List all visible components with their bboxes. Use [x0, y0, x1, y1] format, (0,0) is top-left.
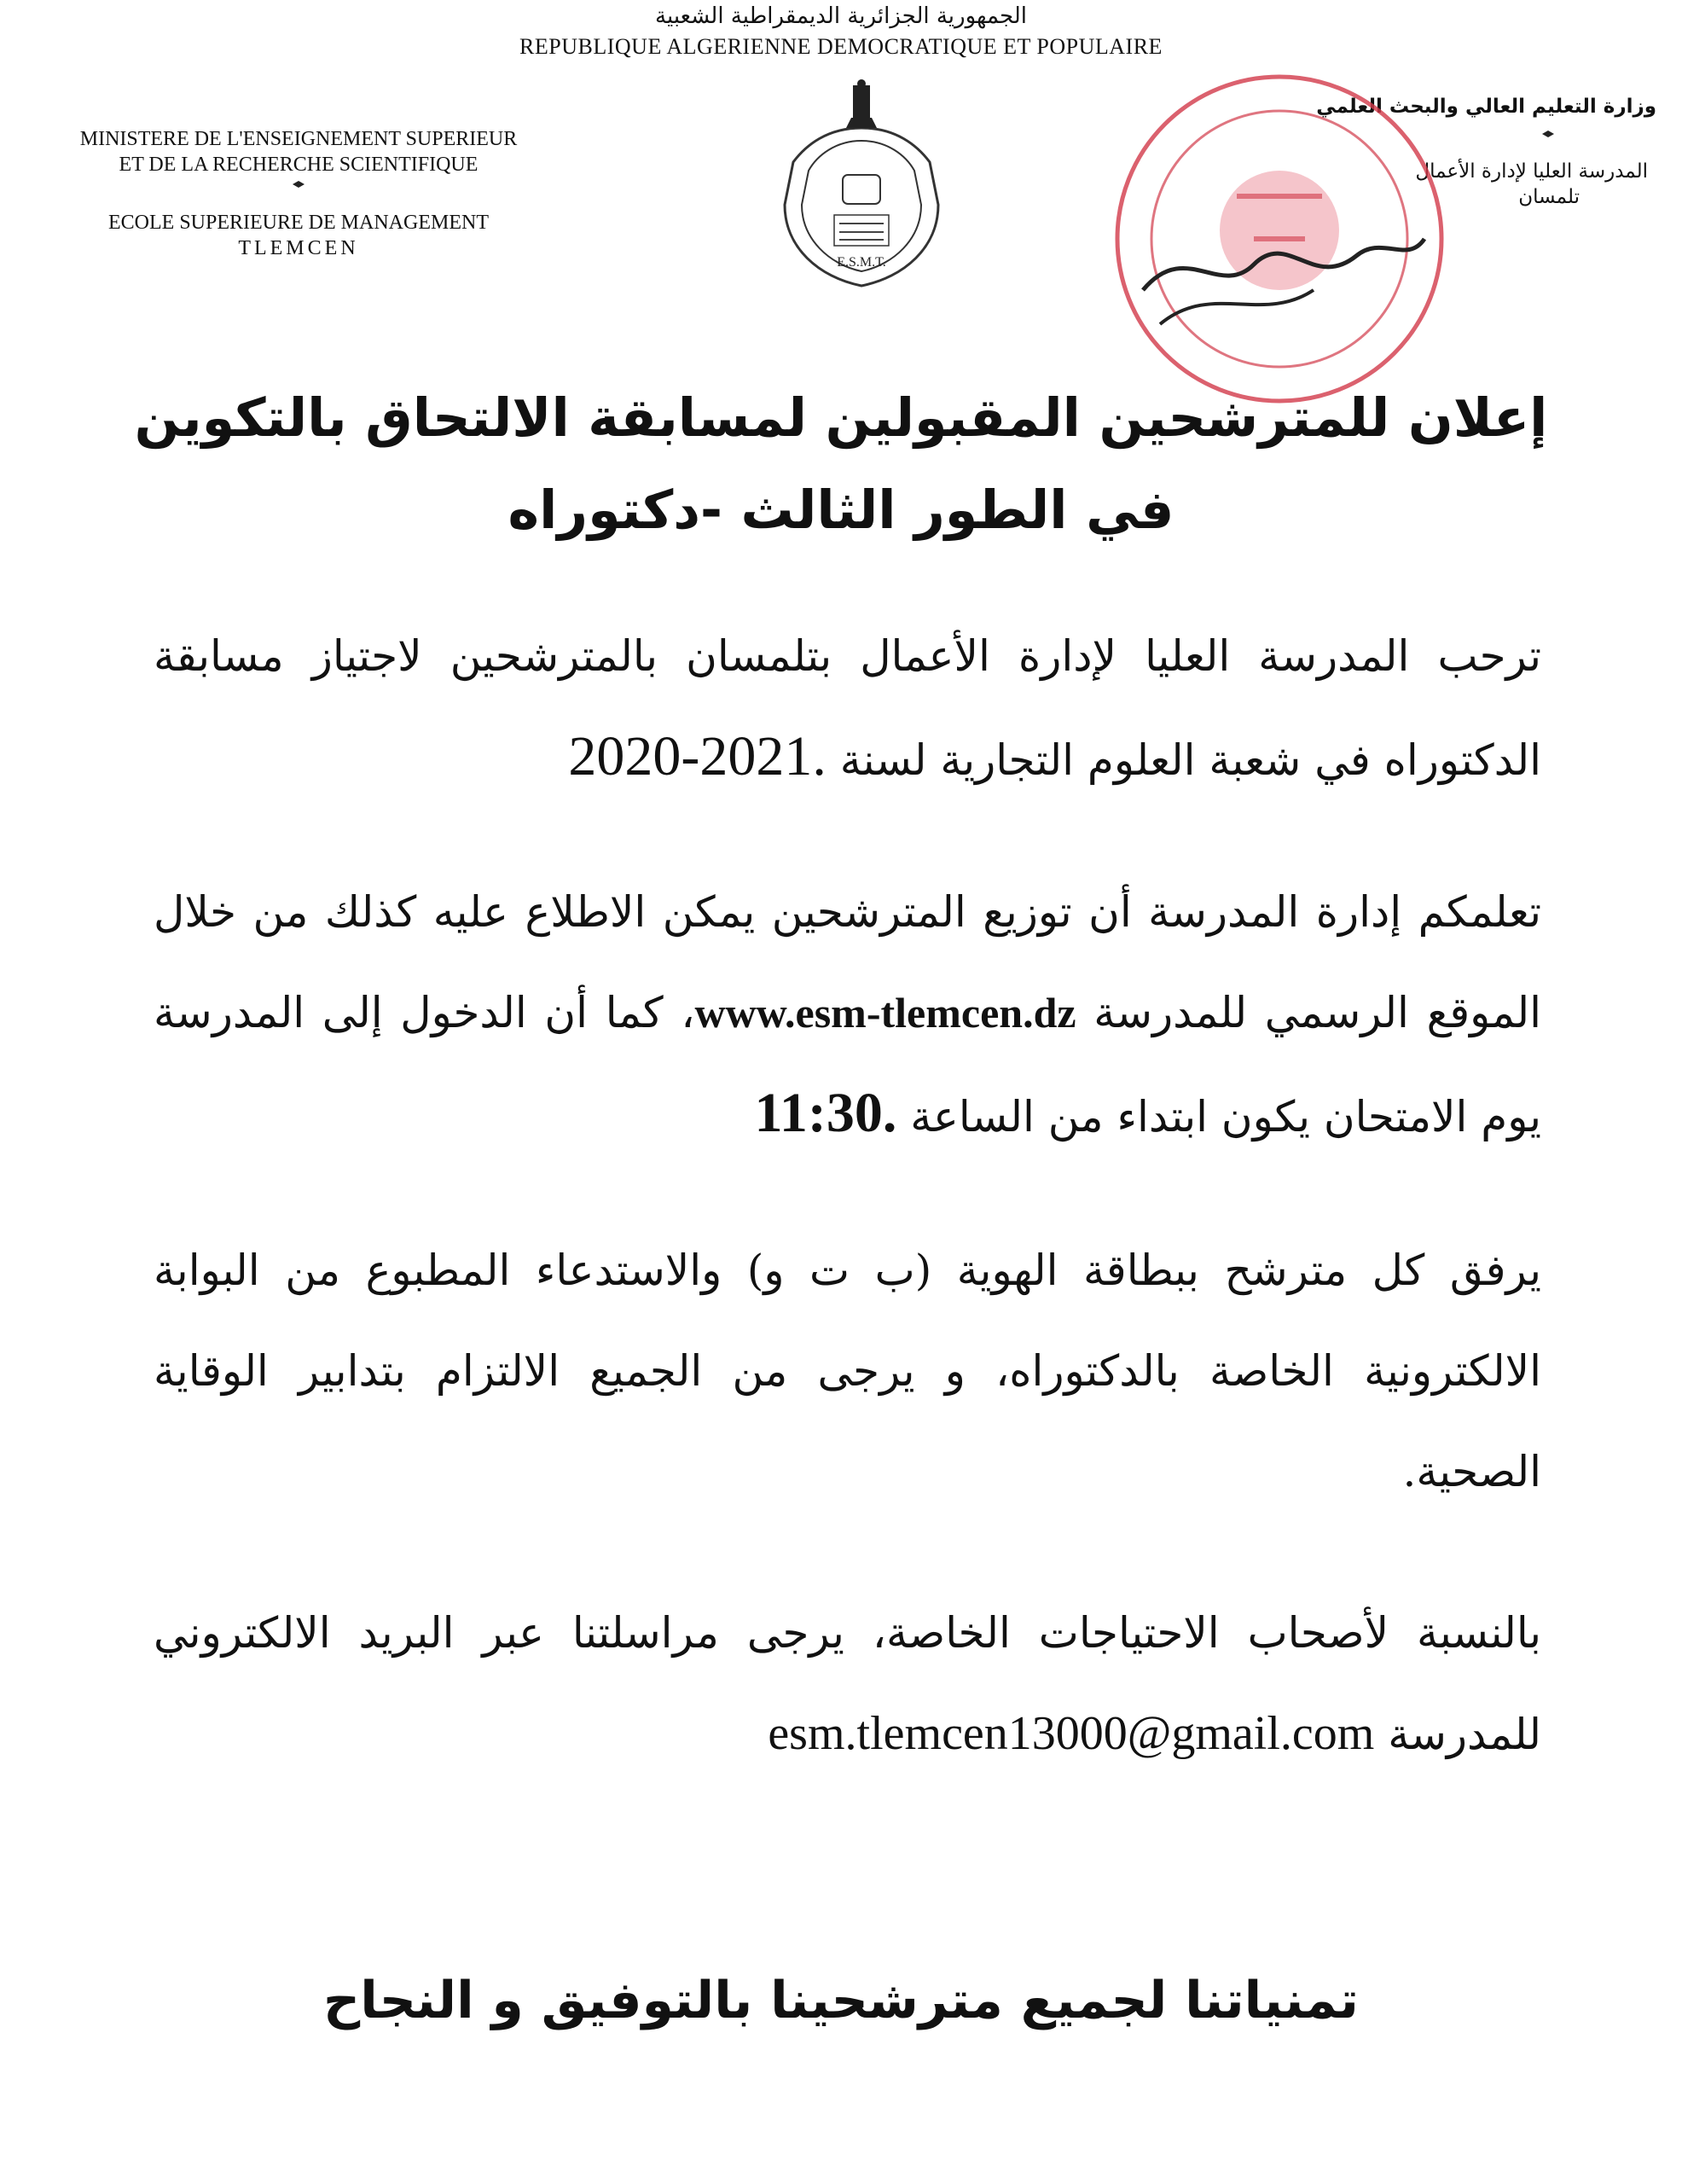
ministry-arabic: وزارة التعليم العالي والبحث العلمي	[1316, 96, 1656, 118]
entry-time: 11:30.	[754, 1082, 897, 1144]
logo-caption: E.S.M.T.	[837, 255, 886, 270]
announcement-title-line2: في الطور الثالث -دكتوراه	[508, 479, 1174, 541]
ministry-french	[34, 126, 563, 191]
academic-year: 2020-2021.	[568, 725, 826, 787]
ministry-french-line1: MINISTERE DE L'ENSEIGNEMENT SUPERIEUR	[79, 128, 518, 150]
school-arabic-line2: تلمسان	[1518, 186, 1580, 208]
special-needs-text: بالنسبة لأصحاب الاحتياجات الخاصة، يرجى مراسلتنا عبر البريد الالكتروني للمدرسة	[154, 1608, 1541, 1759]
website-link[interactable]: www.esm-tlemcen.dz	[694, 989, 1076, 1037]
diamond-divider-icon	[1542, 131, 1554, 137]
closing-wishes: تمنياتنا لجميع مترشحينا بالتوفيق و النجاح	[323, 1971, 1359, 2030]
school-arabic-line1: المدرسة العليا لإدارة الأعمال	[1415, 160, 1648, 183]
entry-time-text: ، كما أن الدخول إلى المدرسة يوم الامتحان يكون ابتداء من الساعة	[154, 988, 1541, 1141]
paragraph-distribution	[154, 862, 1541, 1167]
paragraph-documents: يرفق كل مترشح ببطاقة الهوية (ب ت و) والاستدعاء المطبوع من البوابة الالكترونية الخاصة بالدكتوراه، و يرجى من الجميع الالتزام بتدابير الوقاية الصحية.	[154, 1246, 1541, 1496]
school-french	[34, 210, 563, 261]
contact-email-link[interactable]: esm.tlemcen13000@gmail.com	[768, 1707, 1375, 1760]
republic-french: REPUBLIQUE ALGERIENNE DEMOCRATIQUE ET POPULAIRE	[519, 34, 1163, 59]
republic-arabic: الجمهورية الجزائرية الديمقراطية الشعبية	[655, 3, 1027, 29]
welcome-text: ترحب المدرسة العليا لإدارة الأعمال بتلمسان بالمترشحين لاجتياز مسابقة الدكتوراه في شعبة العلوم التجارية لسنة	[154, 631, 1541, 785]
paragraph-special-needs	[154, 1583, 1541, 1785]
school-logo	[768, 77, 955, 299]
announcement-title-line1: إعلان للمترشحين المقبولين لمسابقة الالتحاق بالتكوين	[134, 386, 1548, 449]
official-stamp	[1109, 68, 1450, 410]
distribution-text: تعلمكم إدارة المدرسة أن توزيع المترشحين يمكن الاطلاع عليه كذلك من خلال الموقع الرسمي للمدرسة	[154, 887, 1541, 1037]
ministry-french-line2: ET DE LA RECHERCHE SCIENTIFIQUE	[119, 154, 478, 176]
school-french-line2: TLEMCEN	[238, 237, 359, 259]
school-french-line1: ECOLE SUPERIEURE DE MANAGEMENT	[108, 212, 489, 234]
diamond-divider-right	[1542, 125, 1554, 141]
paragraph-welcome	[154, 606, 1541, 810]
diamond-divider-icon	[293, 181, 304, 188]
